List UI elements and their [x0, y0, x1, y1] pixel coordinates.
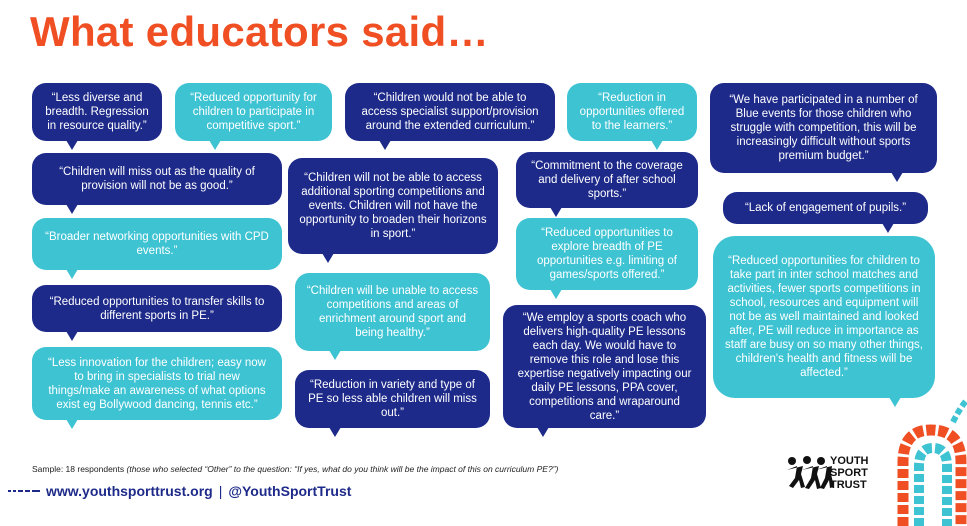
page-title: What educators said… — [30, 8, 489, 55]
quote-bubble: “Reduced opportunities for children to take part in inter school matches and activities, fewer sports competitions in school, resources and equipment will not be as well maintained and looked after, PE will reduce in importance as staff are busy on so many other things, children's health and fitness will be affected.” — [713, 236, 935, 398]
sample-question: (those who selected “Other” to the question: “If yes, what do you think will be the impact of this on curriculum PE?”) — [126, 464, 559, 474]
quote-bubble: “Reduction in variety and type of PE so less able children will miss out.” — [295, 370, 490, 428]
quote-bubble: “Reduced opportunity for children to participate in competitive sport.” — [175, 83, 332, 141]
footer — [0, 484, 351, 498]
quote-bubble: “Less innovation for the children; easy now to bring in specialists to trial new things/make an awareness of what options exist eg Bollywood dancing, tennis etc.” — [32, 347, 282, 420]
sample-prefix: Sample: 18 respondents — [32, 464, 127, 474]
quote-bubble: “Commitment to the coverage and delivery of after school sports.” — [516, 152, 698, 208]
arch-graphic-icon — [895, 392, 967, 526]
website-link[interactable]: www.youthsporttrust.org — [46, 483, 213, 499]
logo-line: TRUST — [830, 479, 867, 491]
quote-bubble: “Reduced opportunities to explore breadth of PE opportunities e.g. limiting of games/sports offered.” — [516, 218, 698, 290]
twitter-handle[interactable]: @YouthSportTrust — [228, 483, 352, 499]
logo-text — [830, 455, 869, 491]
quote-bubble: “We have participated in a number of Blue events for those children who struggle with competition, this will be increasingly difficult without sports premium budget.” — [710, 83, 937, 173]
quote-bubble: “Children will miss out as the quality of provision will not be as good.” — [32, 153, 282, 205]
quote-bubble: “Reduced opportunities to transfer skills to different sports in PE.” — [32, 285, 282, 332]
footer-text — [46, 483, 351, 499]
quote-bubble: “Less diverse and breadth. Regression in resource quality.” — [32, 83, 162, 141]
quote-bubble: “We employ a sports coach who delivers high-quality PE lessons each day. We would have to remove this role and lose this expertise negatively impacting our daily PE lessons, PPA cover, competitions and wraparound care.” — [503, 305, 706, 428]
quote-bubble: “Reduction in opportunities offered to the learners.” — [567, 83, 697, 141]
footer-separator: | — [218, 483, 223, 499]
quote-bubble: “Lack of engagement of pupils.” — [723, 192, 928, 224]
quote-bubble: “Children would not be able to access specialist support/provision around the extended curriculum.” — [345, 83, 555, 141]
logo-line: SPORT — [830, 467, 868, 479]
sample-note — [32, 464, 558, 474]
logo-line: YOUTH — [830, 455, 869, 467]
quote-bubble: “Broader networking opportunities with CPD events.” — [32, 218, 282, 270]
quote-bubble: “Children will not be able to access additional sporting competitions and events. Children will not have the opportunity to broaden their horizons in sport.” — [288, 158, 498, 254]
footer-dashes-icon — [8, 490, 42, 492]
quote-bubble: “Children will be unable to access competitions and areas of enrichment around sport and being healthy.” — [295, 273, 490, 351]
